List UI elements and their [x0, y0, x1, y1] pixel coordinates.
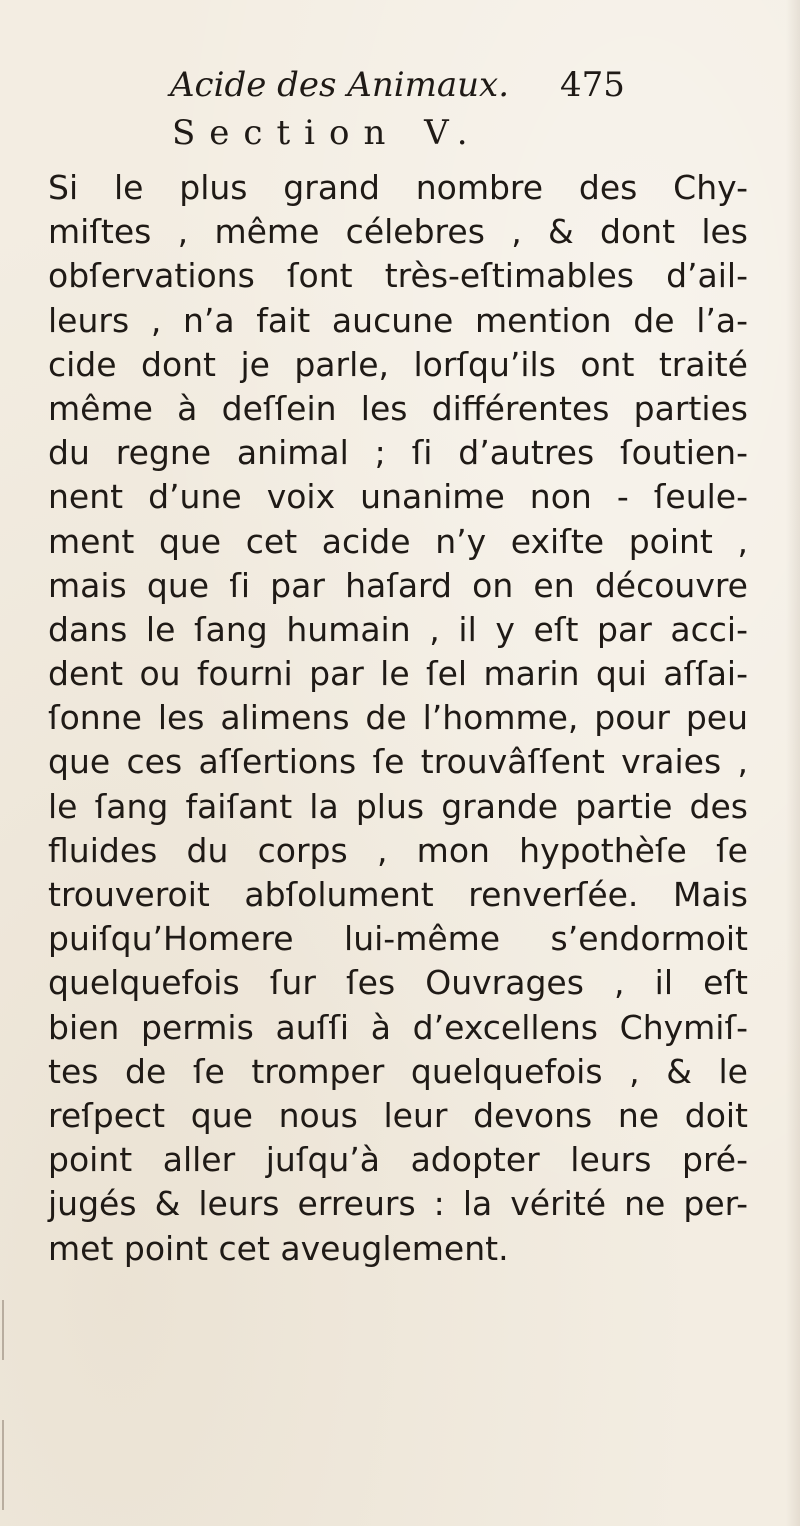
text-line: le ſang faiſant la plus grande partie des	[48, 786, 748, 826]
text-line: dent ou fourni par le ſel marin qui aſſai-	[48, 654, 748, 694]
text-line: fluides du corps , mon hypothèſe ſe	[48, 830, 748, 870]
section-heading: Section V.	[172, 113, 482, 153]
running-head	[170, 62, 650, 112]
text-line: nent d’une voix unanime non - ſeule-	[48, 477, 748, 517]
running-head-title: Acide des Animaux.	[170, 65, 510, 105]
text-line: bien permis auſſi à d’excellens Chymiſ-	[48, 1007, 748, 1047]
text-line: miſtes , même célebres , & dont les	[48, 212, 748, 252]
text-line: même à deſſein les différentes parties	[48, 388, 748, 428]
text-line: met point cet aveuglement.	[48, 1228, 509, 1268]
text-line: que ces aſſertions ſe trouvâſſent vraies ,	[48, 742, 748, 782]
body-text	[48, 166, 768, 1271]
text-line: du regne animal ; ſi d’autres ſoutien-	[48, 433, 748, 473]
text-line: quelquefois ſur ſes Ouvrages , il eſt	[48, 963, 748, 1003]
text-line: puiſqu’Homere lui-même s’endormoit	[48, 919, 748, 959]
margin-mark	[2, 1420, 4, 1510]
text-line: jugés & leurs erreurs : la vérité ne per-	[48, 1184, 748, 1224]
margin-mark	[2, 1300, 4, 1360]
text-line: cide dont je parle, lorſqu’ils ont traité	[48, 344, 748, 384]
text-line: Si le plus grand nombre des Chy-	[48, 168, 748, 207]
page-number: 475	[560, 65, 625, 105]
text-line: tes de ſe tromper quelquefois , & le	[48, 1051, 748, 1091]
text-line: obſervations ſont très-eſtimables d’ail-	[48, 256, 748, 296]
text-line: reſpect que nous leur devons ne doit	[48, 1095, 748, 1135]
text-line: leurs , n’a fait aucune mention de l’a-	[48, 300, 748, 340]
text-line: dans le ſang humain , il y eſt par acci-	[48, 609, 748, 649]
text-line: trouveroit abſolument renverſée. Mais	[48, 875, 748, 914]
text-line: mais que ſi par haſard on en découvre	[48, 565, 748, 605]
text-line: ſonne les alimens de l’homme, pour peu	[48, 698, 748, 738]
page-edge-shadow	[786, 0, 800, 1526]
text-line: point aller juſqu’à adopter leurs pré-	[48, 1140, 748, 1180]
text-line: ment que cet acide n’y exiſte point ,	[48, 521, 748, 561]
